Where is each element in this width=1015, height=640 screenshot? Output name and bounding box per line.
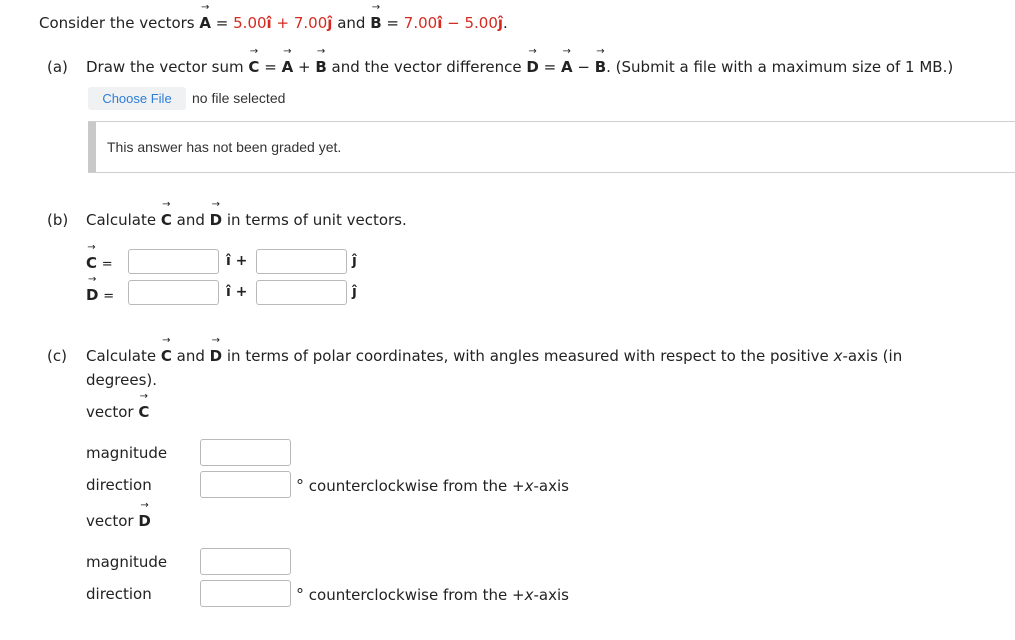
d-direction-unit: [296, 585, 569, 604]
part-b-text: in terms of unit vectors.: [226, 211, 407, 229]
i-plus-text: î +: [226, 284, 248, 300]
vector-b-symbol: → B: [370, 14, 381, 32]
j-hat-label: ĵ: [352, 253, 357, 269]
minus-sign: −: [577, 58, 590, 76]
vector-a-symbol: → A: [282, 58, 294, 76]
x-axis-italic: x: [524, 586, 534, 604]
equals-sign: =: [215, 14, 229, 32]
d-x-component-input[interactable]: [128, 280, 219, 305]
c-y-component-input[interactable]: [256, 249, 347, 274]
panel-accent-bar: [88, 122, 96, 172]
vector-c-symbol: → C: [161, 347, 172, 365]
vector-a-symbol: → A: [561, 58, 573, 76]
vector-a-x-value: 5.00: [233, 14, 267, 32]
c-direction-unit: [296, 476, 569, 495]
unit-j-hat: ĵ: [327, 14, 333, 32]
c-direction-label: direction: [86, 476, 152, 494]
part-c-text: Calculate: [86, 347, 157, 365]
vector-a-symbol: → A: [199, 14, 211, 32]
period: .: [503, 14, 508, 32]
c-direction-input[interactable]: [200, 471, 291, 498]
vector-d-symbol: → D: [210, 347, 222, 365]
equals-sign: =: [264, 58, 277, 76]
graded-status-message: This answer has not been graded yet.: [107, 139, 342, 155]
and-text: and: [176, 347, 205, 365]
equals-sign: =: [103, 289, 115, 304]
c-unit-row-label: [86, 254, 113, 272]
vector-b-x-value: 7.00: [403, 14, 438, 32]
part-c-prompt-continued: degrees).: [86, 371, 158, 389]
x-axis-italic: x: [833, 347, 843, 365]
part-a-label: (a): [47, 58, 68, 76]
part-c-label: (c): [47, 347, 67, 365]
j-hat-label: ĵ: [352, 284, 357, 300]
plus-sign: +: [276, 14, 290, 32]
d-unit-row-label: [86, 286, 114, 304]
vector-b-symbol: → B: [595, 58, 606, 76]
part-a-prompt: [86, 58, 953, 76]
ccw-text: counterclockwise from the +: [308, 477, 525, 495]
d-magnitude-label: magnitude: [86, 553, 168, 571]
part-a-text: and the vector difference: [331, 58, 522, 76]
d-direction-label: direction: [86, 585, 152, 603]
graded-status-panel: [88, 121, 1015, 173]
vector-c-symbol: → C: [248, 58, 259, 76]
equals-sign: =: [101, 257, 113, 272]
vector-d-symbol: → D: [526, 58, 538, 76]
degree-symbol: °: [296, 476, 304, 495]
i-plus-label: [226, 284, 247, 300]
ccw-text: counterclockwise from the +: [308, 586, 525, 604]
part-a-text: Draw the vector sum: [86, 58, 244, 76]
part-b-label: (b): [47, 211, 69, 229]
d-direction-input[interactable]: [200, 580, 291, 607]
plus-sign: +: [297, 58, 311, 76]
degree-symbol: °: [296, 585, 304, 604]
c-magnitude-label: magnitude: [86, 444, 168, 462]
part-c-prompt: [86, 347, 902, 365]
vector-c-symbol: → C: [138, 403, 149, 421]
unit-j-hat: ĵ: [497, 14, 504, 32]
vector-d-heading: [86, 512, 151, 530]
ccw-axis-text: -axis: [533, 477, 569, 495]
vector-c-symbol: → C: [86, 254, 97, 272]
problem-statement: [39, 14, 508, 32]
vector-d-symbol: → D: [138, 512, 150, 530]
minus-sign: −: [447, 14, 460, 32]
part-b-prompt: [86, 211, 407, 229]
i-plus-text: î +: [226, 253, 248, 269]
vector-b-symbol: → B: [315, 58, 326, 76]
and-text: and: [176, 211, 205, 229]
vector-a-y-value: 7.00: [293, 14, 328, 32]
equals-sign: =: [386, 14, 399, 32]
unit-i-hat: î: [266, 14, 272, 32]
equals-sign: =: [543, 58, 557, 76]
part-c-text: -axis (in: [842, 347, 903, 365]
d-y-component-input[interactable]: [256, 280, 347, 305]
choose-file-button[interactable]: Choose File: [88, 87, 186, 110]
vector-d-symbol: → D: [210, 211, 222, 229]
vector-c-heading: [86, 403, 149, 421]
c-x-component-input[interactable]: [128, 249, 219, 274]
unit-i-hat: î: [437, 14, 443, 32]
and-text: and: [337, 14, 366, 32]
part-c-text: in terms of polar coordinates, with angles measured with respect to the positive: [226, 347, 829, 365]
vector-d-symbol: → D: [86, 286, 98, 304]
file-status-text: no file selected: [192, 90, 286, 106]
i-plus-label: [226, 253, 247, 269]
vector-c-symbol: → C: [161, 211, 172, 229]
vector-label: vector: [86, 403, 134, 421]
vector-label: vector: [86, 512, 134, 530]
intro-text: Consider the vectors: [39, 14, 195, 32]
c-magnitude-input[interactable]: [200, 439, 291, 466]
d-magnitude-input[interactable]: [200, 548, 291, 575]
part-a-text: . (Submit a file with a maximum size of 1 MB.): [606, 58, 954, 76]
x-axis-italic: x: [524, 477, 534, 495]
ccw-axis-text: -axis: [533, 586, 569, 604]
part-b-text: Calculate: [86, 211, 157, 229]
vector-b-y-value: 5.00: [464, 14, 498, 32]
